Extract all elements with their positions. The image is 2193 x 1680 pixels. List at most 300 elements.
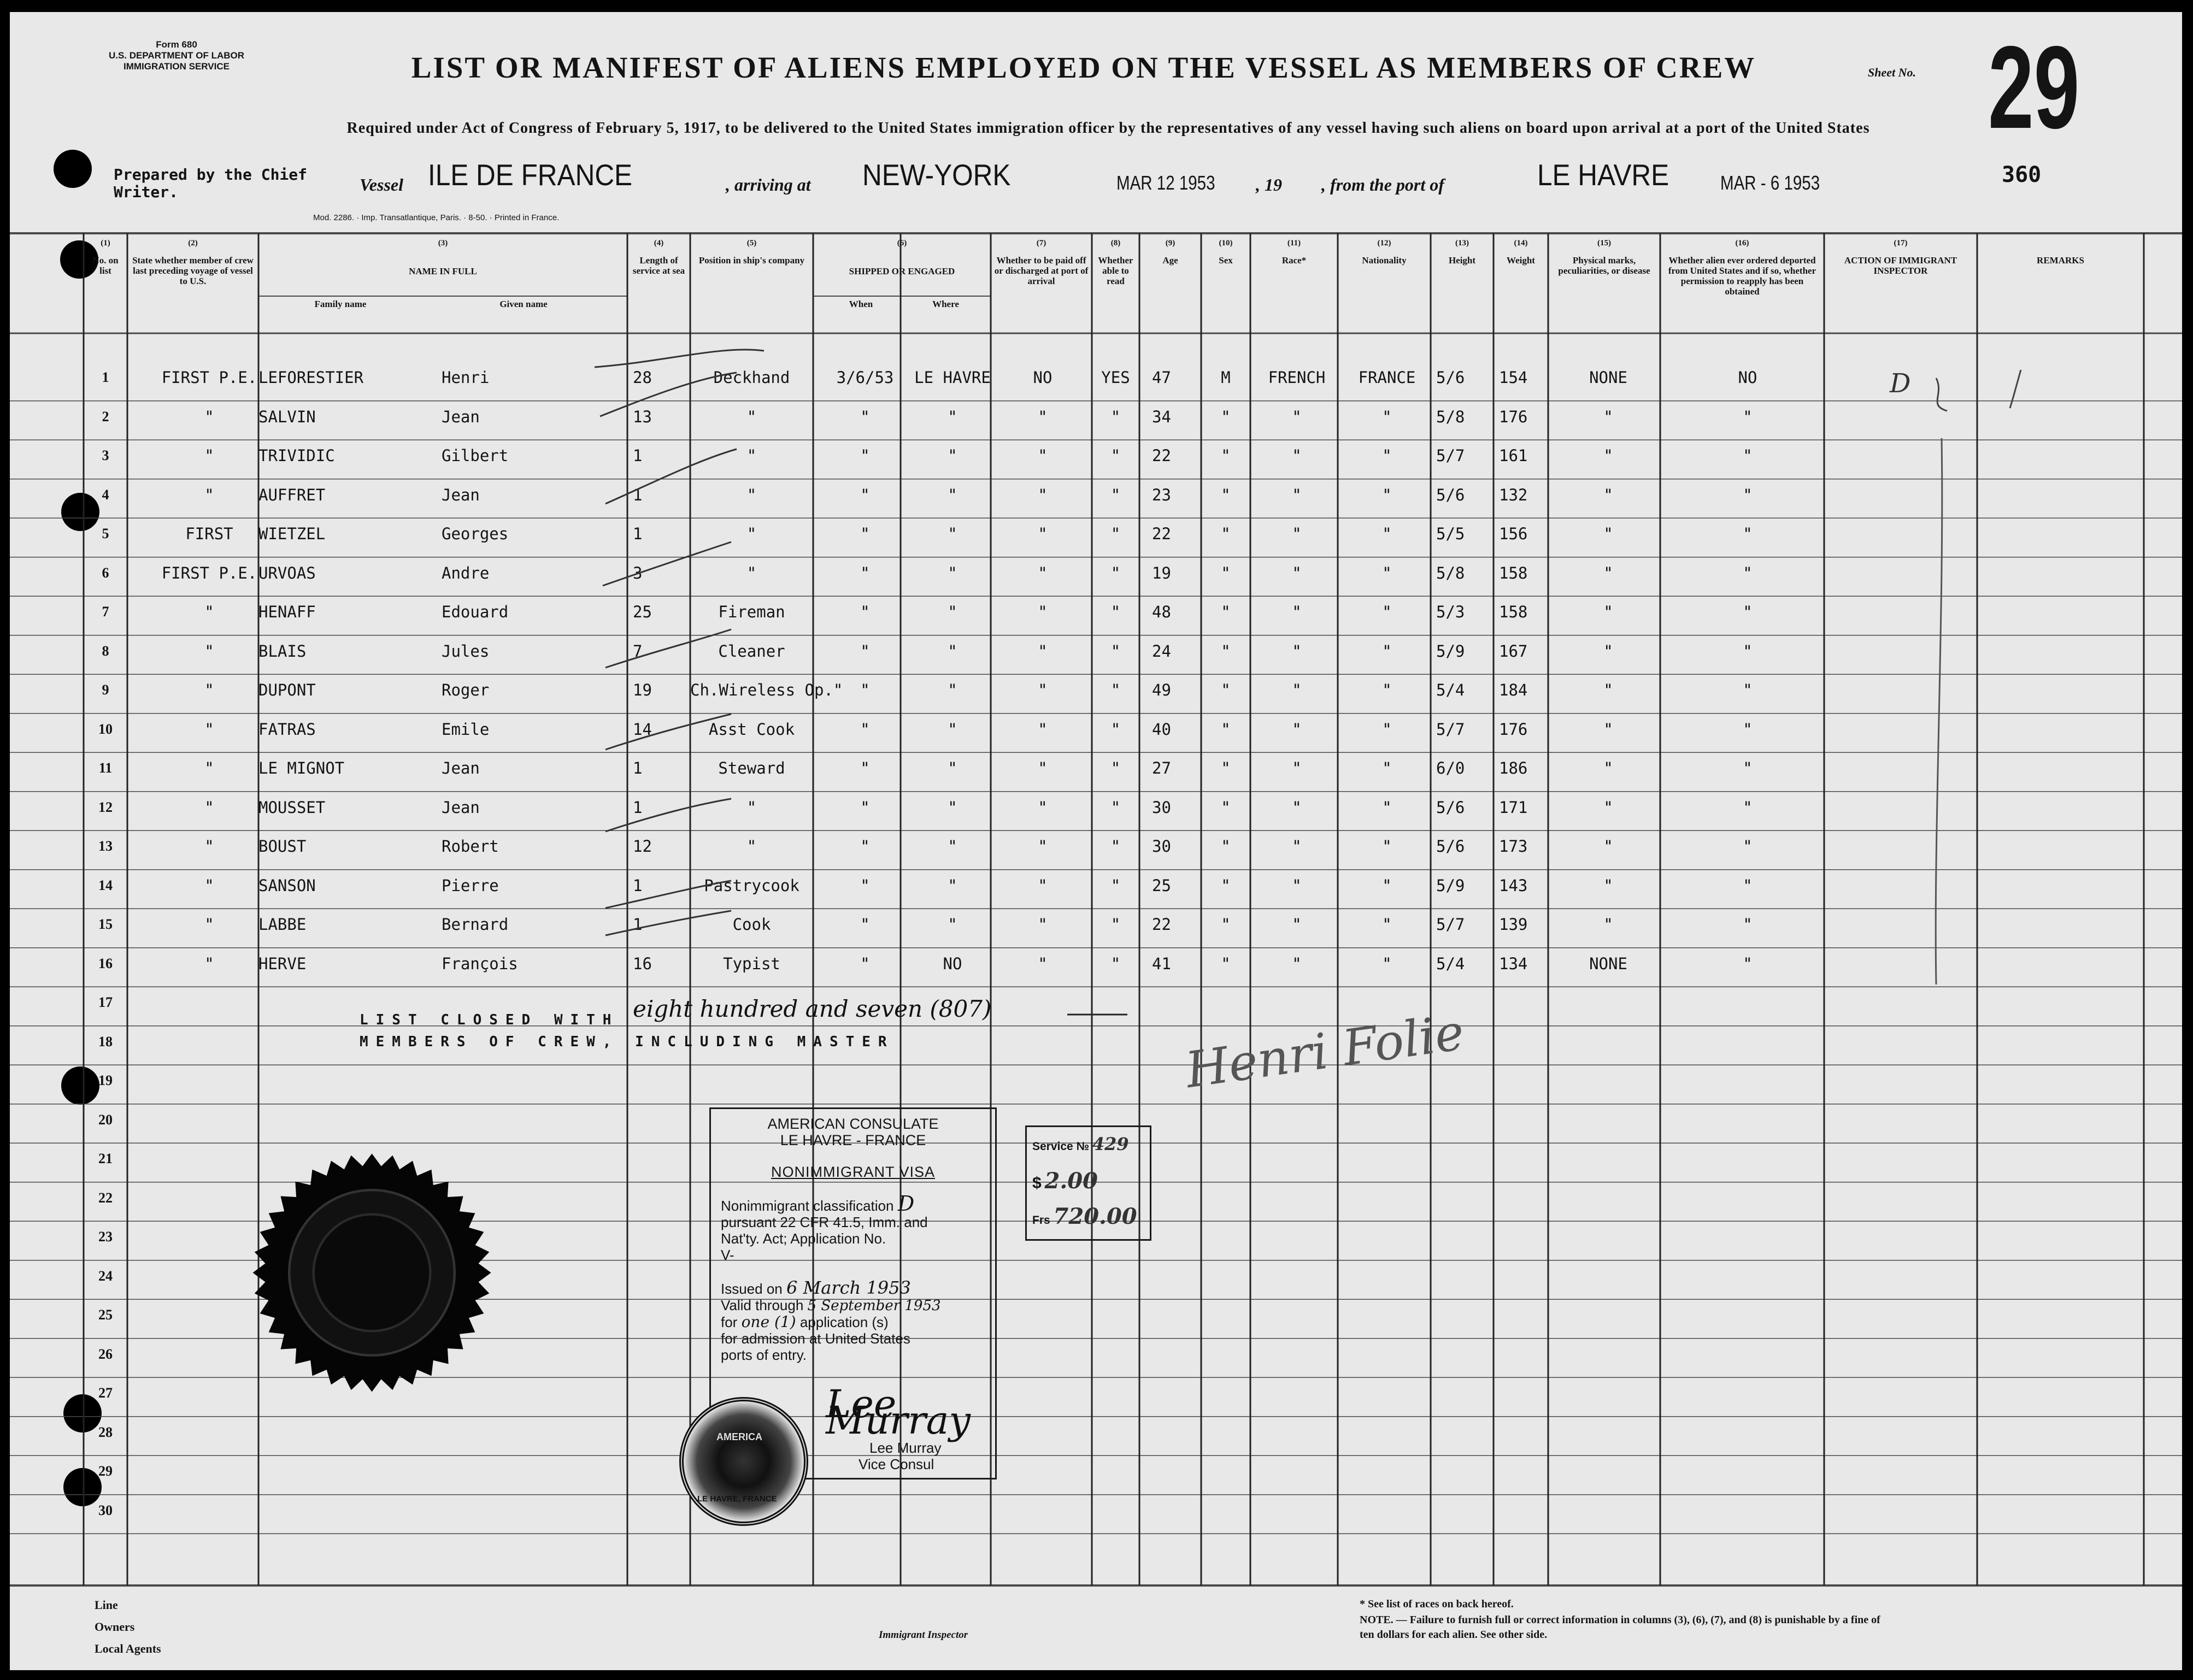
column-header: NAME IN FULL <box>409 266 477 276</box>
cell-weight: 171 <box>1499 798 1528 817</box>
row-number: 4 <box>102 486 109 503</box>
cell-race: " <box>1292 876 1302 895</box>
cell-paid: " <box>1038 681 1048 699</box>
cell-position: Ch.Wireless Op." <box>690 681 843 699</box>
cell-state: FIRST P.E. <box>161 563 257 582</box>
cell-nat: " <box>1382 681 1392 699</box>
cell-nat: " <box>1382 603 1392 621</box>
cell-family: BOUST <box>258 837 307 856</box>
cell-where: " <box>948 407 957 426</box>
cell-position: Fireman <box>718 603 785 621</box>
cell-service: 3 <box>633 563 643 582</box>
cell-where: NO <box>943 954 962 973</box>
cell-paid: " <box>1038 603 1048 621</box>
row-number: 30 <box>98 1502 113 1518</box>
subheader-where: Where <box>932 299 959 309</box>
cell-paid: " <box>1038 837 1048 856</box>
departure-port: LE HAVRE <box>1537 158 1669 192</box>
cell-family: BLAIS <box>258 641 307 661</box>
cell-read: " <box>1110 641 1121 661</box>
cell-deported: " <box>1743 915 1753 934</box>
cell-weight: 158 <box>1499 563 1528 582</box>
cell-race: " <box>1292 563 1302 582</box>
row-number: 26 <box>98 1346 113 1362</box>
cell-paid: NO <box>1033 368 1053 387</box>
closing-handwritten-count: eight hundred and seven (807) <box>633 995 992 1022</box>
cell-given: Pierre <box>442 876 499 895</box>
cell-weight: 176 <box>1499 407 1528 426</box>
cell-weight: 132 <box>1499 485 1528 504</box>
column-header: Whether alien ever ordered deported from United States and if so, whether permission to reapply has been obtained <box>1668 255 1816 297</box>
cell-when: " <box>860 837 870 856</box>
manifest-page <box>10 12 2182 1670</box>
year-label: , 19 <box>1256 175 1282 194</box>
cell-marks: " <box>1603 641 1613 661</box>
column-number: (13) <box>1455 239 1469 247</box>
cell-given: Jules <box>442 641 490 661</box>
cell-when: " <box>860 915 870 934</box>
cell-sex: " <box>1221 954 1231 973</box>
cell-position: Asst Cook <box>708 720 795 739</box>
cell-height: 5/4 <box>1436 681 1465 699</box>
cell-given: Jean <box>442 485 480 504</box>
service-check-marks <box>595 350 764 367</box>
cell-family: SALVIN <box>258 407 316 426</box>
cell-age: 30 <box>1152 837 1171 856</box>
column-number: (11) <box>1287 239 1301 247</box>
cell-deported: " <box>1743 603 1753 621</box>
cell-service: 1 <box>633 524 643 543</box>
cell-marks: " <box>1603 837 1613 856</box>
closing-line-1: LIST CLOSED WITH <box>360 1012 619 1028</box>
row-number: 5 <box>102 526 109 541</box>
cell-sex: " <box>1221 759 1231 777</box>
column-header: State whether member of crew last preceding voyage of vessel to U.S. <box>132 255 254 286</box>
cell-service: 12 <box>633 837 652 856</box>
footer-agents: Local Agents <box>95 1642 161 1655</box>
cell-state: " <box>204 798 214 817</box>
cell-read: " <box>1110 524 1121 543</box>
cell-position: " <box>746 407 757 426</box>
cell-marks: " <box>1603 485 1613 504</box>
form-id: Form 680 U.S. DEPARTMENT OF LABOR IMMIGRATION SERVICE <box>108 39 245 72</box>
row-number: 3 <box>102 447 109 463</box>
cell-age: 25 <box>1152 876 1171 895</box>
cell-marks: NONE <box>1589 368 1627 387</box>
cell-service: 1 <box>633 485 643 504</box>
cell-family: FATRAS <box>258 720 316 739</box>
cell-age: 30 <box>1152 798 1171 817</box>
cell-deported: NO <box>1738 368 1757 387</box>
cell-weight: 176 <box>1499 720 1528 739</box>
cell-state: " <box>204 915 214 934</box>
cell-where: " <box>948 563 957 582</box>
cell-position: Steward <box>718 759 785 777</box>
cell-race: " <box>1292 524 1302 543</box>
cell-sex: " <box>1221 876 1231 895</box>
cell-marks: " <box>1603 759 1613 777</box>
cell-state: " <box>204 603 214 621</box>
cell-age: 23 <box>1152 485 1171 504</box>
cell-paid: " <box>1038 954 1048 973</box>
cell-service: 14 <box>633 720 652 739</box>
row-number: 23 <box>98 1229 113 1245</box>
cell-age: 22 <box>1152 524 1171 543</box>
column-number: (16) <box>1735 239 1749 247</box>
cell-race: " <box>1292 446 1302 465</box>
column-header: REMARKS <box>2037 255 2084 266</box>
cell-read: " <box>1110 446 1121 465</box>
cell-when: " <box>860 485 870 504</box>
row-number: 27 <box>98 1385 113 1401</box>
cell-paid: " <box>1038 446 1048 465</box>
column-number: (9) <box>1165 239 1175 247</box>
cell-age: 47 <box>1152 368 1171 387</box>
cell-given: Bernard <box>442 915 509 934</box>
departure-date: MAR - 6 1953 <box>1720 172 1820 194</box>
port-label: , from the port of <box>1321 175 1444 194</box>
cell-deported: " <box>1743 681 1753 699</box>
cell-given: Roger <box>442 681 490 699</box>
cell-weight: 134 <box>1499 954 1528 973</box>
cell-height: 5/4 <box>1436 954 1465 973</box>
cell-race: " <box>1292 759 1302 777</box>
column-header: Sex <box>1219 255 1233 266</box>
cell-nat: " <box>1382 446 1392 465</box>
cell-deported: " <box>1743 485 1753 504</box>
column-header: Weight <box>1507 255 1535 266</box>
cell-state: FIRST P.E. <box>161 368 257 387</box>
column-header: Position in ship's company <box>698 255 805 266</box>
cell-service: 16 <box>633 954 652 973</box>
cell-read: " <box>1110 915 1121 934</box>
row-number: 13 <box>98 838 113 854</box>
cell-where: " <box>948 681 957 699</box>
cell-race: " <box>1292 915 1302 934</box>
cell-nat: " <box>1382 524 1392 543</box>
cell-state: " <box>204 681 214 699</box>
column-number: (17) <box>1894 239 1908 247</box>
column-number: (3) <box>438 239 448 247</box>
cell-read: " <box>1110 837 1121 856</box>
cell-when: " <box>860 524 870 543</box>
cell-age: 48 <box>1152 603 1171 621</box>
cell-age: 24 <box>1152 641 1171 661</box>
page-title: LIST OR MANIFEST OF ALIENS EMPLOYED ON THE VESSEL AS MEMBERS OF CREW <box>411 51 1756 84</box>
arriving-label: , arriving at <box>726 175 811 194</box>
column-number: (6) <box>897 239 907 247</box>
consul-title: Vice Consul <box>859 1456 934 1472</box>
row-number: 24 <box>98 1268 113 1284</box>
arrival-date: MAR 12 1953 <box>1116 172 1215 194</box>
footer-races-note: * See list of races on back hereof. <box>1360 1598 1514 1610</box>
row-number: 14 <box>98 877 113 893</box>
cell-nat: " <box>1382 837 1392 856</box>
cell-weight: 167 <box>1499 641 1528 661</box>
column-header: Whether able to read <box>1098 255 1133 286</box>
cell-read: " <box>1110 798 1121 817</box>
cell-service: 1 <box>633 798 643 817</box>
cell-where: " <box>948 837 957 856</box>
cell-where: " <box>948 759 957 777</box>
cell-position: Cleaner <box>718 641 785 661</box>
cell-service: 1 <box>633 915 643 934</box>
cell-when: " <box>860 759 870 777</box>
cell-height: 5/6 <box>1436 837 1465 856</box>
cell-where: " <box>948 603 957 621</box>
row-number: 16 <box>98 955 113 971</box>
cell-marks: " <box>1603 563 1613 582</box>
cell-deported: " <box>1743 798 1753 817</box>
cell-given: Georges <box>442 524 509 543</box>
row-number: 22 <box>98 1189 113 1206</box>
cell-when: " <box>860 641 870 661</box>
cell-action: D <box>1890 368 1911 399</box>
punch-hole <box>54 150 92 188</box>
cell-family: HERVE <box>258 954 307 973</box>
cell-sex: " <box>1221 407 1231 426</box>
cell-sex: " <box>1221 720 1231 739</box>
cell-paid: " <box>1038 759 1048 777</box>
cell-sex: " <box>1221 681 1231 699</box>
column-header: ACTION OF IMMIGRANT INSPECTOR <box>1844 255 1957 276</box>
cell-deported: " <box>1743 837 1753 856</box>
cell-height: 5/7 <box>1436 446 1465 465</box>
cell-nat: " <box>1382 915 1392 934</box>
cell-sex: " <box>1221 524 1231 543</box>
vessel-name: ILE DE FRANCE <box>428 158 633 192</box>
cell-height: 5/9 <box>1436 876 1465 895</box>
cell-age: 34 <box>1152 407 1171 426</box>
row-number: 7 <box>102 604 109 620</box>
cell-read: YES <box>1101 368 1130 387</box>
cell-position: " <box>746 798 757 817</box>
cell-marks: " <box>1603 407 1613 426</box>
cell-weight: 156 <box>1499 524 1528 543</box>
cell-where: " <box>948 524 957 543</box>
cell-height: 5/6 <box>1436 798 1465 817</box>
column-number: (7) <box>1036 239 1046 247</box>
cell-paid: " <box>1038 524 1048 543</box>
sheet-number: 29 <box>1988 21 2080 153</box>
row-number: 6 <box>102 564 109 581</box>
cell-race: " <box>1292 720 1302 739</box>
cell-service: 7 <box>633 641 643 661</box>
cell-sex: " <box>1221 563 1231 582</box>
cell-deported: " <box>1743 720 1753 739</box>
cell-race: " <box>1292 641 1302 661</box>
cell-paid: " <box>1038 720 1048 739</box>
cell-state: " <box>204 720 214 739</box>
cell-height: 5/7 <box>1436 915 1465 934</box>
cell-height: 5/8 <box>1436 407 1465 426</box>
cell-when: " <box>860 603 870 621</box>
cell-race: " <box>1292 603 1302 621</box>
cell-where: " <box>948 485 957 504</box>
cell-deported: " <box>1743 407 1753 426</box>
cell-position: " <box>746 524 757 543</box>
column-header: Height <box>1448 255 1476 266</box>
cell-state: " <box>204 954 214 973</box>
footer-owners: Owners <box>95 1620 135 1634</box>
cell-nat: " <box>1382 641 1392 661</box>
cell-nat: " <box>1382 954 1392 973</box>
cell-deported: " <box>1743 759 1753 777</box>
cell-height: 6/0 <box>1436 759 1465 777</box>
cell-paid: " <box>1038 641 1048 661</box>
cell-family: SANSON <box>258 876 316 895</box>
cell-given: Jean <box>442 798 480 817</box>
vessel-label: Vessel <box>360 175 403 194</box>
cell-paid: " <box>1038 876 1048 895</box>
cell-position: Cook <box>732 915 771 934</box>
cell-age: 49 <box>1152 681 1171 699</box>
cell-state: " <box>204 641 214 661</box>
cell-service: 28 <box>633 368 652 387</box>
cell-read: " <box>1110 876 1121 895</box>
revenue-stamp: AMERICA LE HAVRE, FRANCE <box>679 1397 808 1526</box>
cell-deported: " <box>1743 524 1753 543</box>
row-number: 17 <box>98 994 113 1010</box>
cell-service: 1 <box>633 446 643 465</box>
row-number: 20 <box>98 1111 113 1128</box>
cell-age: 19 <box>1152 563 1171 582</box>
column-header: SHIPPED OR ENGAGED <box>849 266 955 276</box>
cell-when: " <box>860 954 870 973</box>
cell-height: 5/9 <box>1436 641 1465 661</box>
visa-classification: Nonimmigrant classification D pursuant 22 CFR 41.5, Imm. and Nat'ty. Act; Application No. V- <box>721 1192 928 1263</box>
footer-inspector: Immigrant Inspector <box>879 1629 968 1641</box>
row-number: 9 <box>102 682 109 698</box>
arriving-port: NEW-YORK <box>862 158 1011 192</box>
footer-note: NOTE. — Failure to furnish full or correct information in columns (3), (6), (7), and (8) is punishable by a fine of ten dollars for each alien. See other side. <box>1360 1614 1880 1641</box>
cell-when: " <box>860 563 870 582</box>
cell-given: François <box>442 954 518 973</box>
column-number: (10) <box>1219 239 1233 247</box>
cell-height: 5/6 <box>1436 485 1465 504</box>
cell-marks: " <box>1603 915 1613 934</box>
column-number: (4) <box>654 239 664 247</box>
cell-nat: " <box>1382 485 1392 504</box>
cell-when: 3/6/53 <box>836 368 894 387</box>
printer-line: Mod. 2286. · Imp. Transatlantique, Paris. · 8-50. · Printed in France. <box>313 213 560 222</box>
cell-given: Jean <box>442 759 480 777</box>
cell-deported: " <box>1743 954 1753 973</box>
cell-sex: " <box>1221 915 1231 934</box>
cell-position: " <box>746 563 757 582</box>
cell-marks: " <box>1603 720 1613 739</box>
cell-family: WIETZEL <box>258 524 326 543</box>
cell-age: 22 <box>1152 446 1171 465</box>
cell-position: Typist <box>723 954 780 973</box>
row-number: 15 <box>98 916 113 932</box>
row-number: 21 <box>98 1151 113 1166</box>
cell-state: " <box>204 485 214 504</box>
cell-read: " <box>1110 759 1121 777</box>
cell-height: 5/7 <box>1436 720 1465 739</box>
cell-paid: " <box>1038 563 1048 582</box>
cell-service: 19 <box>633 681 652 699</box>
column-number: (8) <box>1110 239 1121 247</box>
cell-weight: 186 <box>1499 759 1528 777</box>
cell-deported: " <box>1743 446 1753 465</box>
cell-position: Pastrycook <box>704 876 799 895</box>
column-number: (2) <box>188 239 198 247</box>
cell-sex: " <box>1221 485 1231 504</box>
cell-race: " <box>1292 837 1302 856</box>
cell-weight: 173 <box>1499 837 1528 856</box>
cell-marks: " <box>1603 446 1613 465</box>
cell-marks: " <box>1603 681 1613 699</box>
cell-race: " <box>1292 798 1302 817</box>
cell-weight: 154 <box>1499 368 1528 387</box>
cell-weight: 161 <box>1499 446 1528 465</box>
cell-paid: " <box>1038 407 1048 426</box>
row-number: 8 <box>102 642 109 659</box>
cell-height: 5/8 <box>1436 563 1465 582</box>
cell-sex: " <box>1221 446 1231 465</box>
cell-service: 25 <box>633 603 652 621</box>
cell-position: Deckhand <box>713 368 790 387</box>
cell-position: " <box>746 446 757 465</box>
cell-family: HENAFF <box>258 603 316 621</box>
column-number: (14) <box>1514 239 1528 247</box>
vessel-line <box>360 155 1999 199</box>
cell-read: " <box>1110 563 1121 582</box>
cell-nat: " <box>1382 407 1392 426</box>
cell-marks: " <box>1603 603 1613 621</box>
consulate-heading: AMERICAN CONSULATE LE HAVRE - FRANCE <box>767 1116 939 1148</box>
closing-line-2: MEMBERS OF CREW, INCLUDING MASTER <box>360 1034 895 1050</box>
column-header: Physical marks, peculiarities, or disease <box>1558 255 1650 276</box>
cell-weight: 184 <box>1499 681 1528 699</box>
cell-race: " <box>1292 681 1302 699</box>
cell-where: " <box>948 641 957 661</box>
row-number: 28 <box>98 1424 113 1440</box>
row-number: 11 <box>98 760 113 776</box>
action-bracket <box>1936 438 1942 985</box>
cell-marks: " <box>1603 876 1613 895</box>
cell-where: " <box>948 446 957 465</box>
cell-age: 40 <box>1152 720 1171 739</box>
cell-given: Edouard <box>442 603 509 621</box>
column-header: Race* <box>1281 255 1307 266</box>
cell-family: URVOAS <box>258 563 316 582</box>
cell-family: TRIVIDIC <box>258 446 335 465</box>
cell-sex: " <box>1221 798 1231 817</box>
cell-nat: FRANCE <box>1358 368 1416 387</box>
column-header: Whether to be paid off or discharged at port of arrival <box>994 255 1089 286</box>
row-number: 12 <box>98 799 113 815</box>
column-number: (12) <box>1377 239 1391 247</box>
cell-read: " <box>1110 681 1121 699</box>
cell-service: 13 <box>633 407 652 426</box>
cell-family: LE MIGNOT <box>258 759 345 777</box>
cell-when: " <box>860 720 870 739</box>
cell-read: " <box>1110 485 1121 504</box>
cell-position: " <box>746 485 757 504</box>
cell-paid: " <box>1038 798 1048 817</box>
cell-deported: " <box>1743 563 1753 582</box>
cell-weight: 143 <box>1499 876 1528 895</box>
cell-height: 5/6 <box>1436 368 1465 387</box>
cell-age: 41 <box>1152 954 1171 973</box>
cell-height: 5/3 <box>1436 603 1465 621</box>
cell-when: " <box>860 407 870 426</box>
cell-deported: " <box>1743 641 1753 661</box>
cell-race: " <box>1292 407 1302 426</box>
cell-given: Gilbert <box>442 446 509 465</box>
